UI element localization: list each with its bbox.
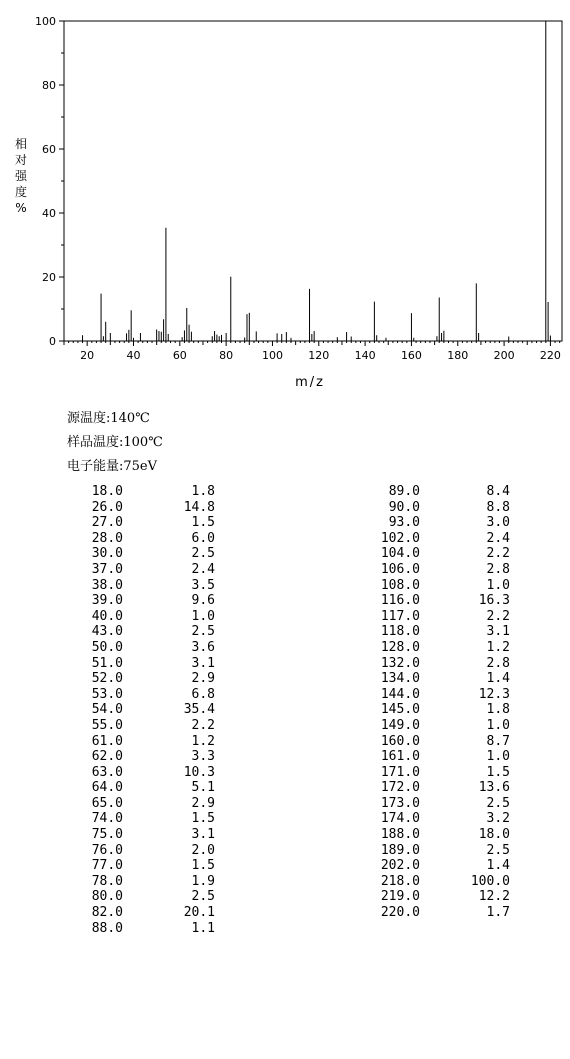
- peak-mz: 28.0: [91, 530, 123, 546]
- peak-abundance: 1.8: [486, 702, 510, 718]
- table-row: [67, 843, 215, 859]
- table-row: [67, 656, 215, 672]
- peak-abundance: 3.6: [191, 639, 215, 655]
- peak-abundance: 3.1: [191, 655, 215, 671]
- peak-mz: 102.0: [380, 530, 420, 546]
- peak-abundance: 12.2: [478, 889, 510, 905]
- peak-abundance: 2.0: [191, 842, 215, 858]
- peak-abundance: 1.0: [486, 749, 510, 765]
- condition-label: 样品温度:: [67, 435, 124, 450]
- peak-mz: 171.0: [380, 764, 420, 780]
- peak-abundance: 2.8: [486, 561, 510, 577]
- peak-mz: 90.0: [388, 499, 420, 515]
- y-axis-label: [15, 136, 28, 215]
- peak-abundance: 3.0: [486, 515, 510, 531]
- table-row: [352, 889, 510, 905]
- table-row: [67, 905, 215, 921]
- table-row: [352, 546, 510, 562]
- peak-mz: 89.0: [388, 484, 420, 499]
- table-row: [352, 671, 510, 687]
- peak-abundance: 8.4: [486, 484, 510, 499]
- peak-mz: 108.0: [380, 577, 420, 593]
- peak-mz: 106.0: [380, 561, 420, 577]
- y-axis-label-char: %: [15, 201, 27, 215]
- peak-mz: 43.0: [91, 624, 123, 640]
- x-tick-label: 100: [261, 349, 283, 362]
- peak-abundance: 1.5: [486, 764, 510, 780]
- table-row: [352, 858, 510, 874]
- peak-mz: 188.0: [380, 827, 420, 843]
- table-row: [352, 578, 510, 594]
- table-row: [352, 702, 510, 718]
- peak-abundance: 2.8: [486, 655, 510, 671]
- table-row: [67, 500, 215, 516]
- peak-abundance: 10.3: [183, 764, 215, 780]
- table-row: [67, 749, 215, 765]
- peak-mz: 63.0: [91, 764, 123, 780]
- condition-electron-energy: [67, 458, 163, 482]
- peak-abundance: 1.8: [191, 484, 215, 499]
- peak-abundance: 1.2: [486, 639, 510, 655]
- peak-mz: 74.0: [91, 811, 123, 827]
- peak-table-right: [352, 484, 510, 921]
- peak-abundance: 6.0: [191, 530, 215, 546]
- table-row: [352, 811, 510, 827]
- peak-abundance: 1.9: [191, 873, 215, 889]
- table-row: [67, 811, 215, 827]
- table-row: [352, 827, 510, 843]
- peak-abundance: 1.4: [486, 671, 510, 687]
- peak-abundance: 2.2: [486, 546, 510, 562]
- peak-mz: 18.0: [91, 484, 123, 499]
- peak-mz: 144.0: [380, 686, 420, 702]
- condition-value: 75eV: [123, 459, 158, 474]
- peak-abundance: 20.1: [183, 905, 215, 921]
- peak-mz: 78.0: [91, 873, 123, 889]
- table-row: [352, 796, 510, 812]
- table-row: [67, 484, 215, 500]
- peak-abundance: 3.1: [486, 624, 510, 640]
- x-axis-label: m/z: [295, 375, 325, 390]
- peak-mz: 145.0: [380, 702, 420, 718]
- peak-mz: 132.0: [380, 655, 420, 671]
- table-row: [352, 843, 510, 859]
- y-tick-label: 20: [42, 271, 56, 284]
- table-row: [67, 780, 215, 796]
- spectrum-peaks: [83, 21, 551, 341]
- peak-mz: 39.0: [91, 593, 123, 609]
- x-tick-label: 120: [308, 349, 330, 362]
- peak-mz: 64.0: [91, 780, 123, 796]
- peak-abundance: 2.5: [486, 842, 510, 858]
- table-row: [67, 687, 215, 703]
- x-tick-label: 140: [354, 349, 376, 362]
- peak-abundance: 2.4: [486, 530, 510, 546]
- x-axis: [64, 341, 561, 362]
- plot-frame: [64, 21, 562, 341]
- peak-mz: 77.0: [91, 858, 123, 874]
- table-row: [67, 562, 215, 578]
- condition-value: 140℃: [110, 411, 150, 426]
- condition-sample-temperature: [67, 434, 163, 458]
- table-row: [352, 905, 510, 921]
- peak-abundance: 5.1: [191, 780, 215, 796]
- peak-mz: 149.0: [380, 717, 420, 733]
- condition-value: 100℃: [123, 435, 163, 450]
- y-tick-label: 80: [42, 79, 56, 92]
- peak-mz: 50.0: [91, 639, 123, 655]
- peak-mz: 75.0: [91, 827, 123, 843]
- table-row: [352, 500, 510, 516]
- peak-mz: 220.0: [380, 905, 420, 921]
- table-row: [352, 734, 510, 750]
- peak-abundance: 100.0: [470, 873, 510, 889]
- peak-abundance: 2.4: [191, 561, 215, 577]
- x-tick-label: 160: [400, 349, 422, 362]
- peak-abundance: 3.3: [191, 749, 215, 765]
- peak-mz: 174.0: [380, 811, 420, 827]
- peak-abundance: 2.9: [191, 671, 215, 687]
- y-axis: [35, 15, 64, 348]
- peak-mz: 202.0: [380, 858, 420, 874]
- peak-mz: 93.0: [388, 515, 420, 531]
- y-axis-label-char: 对: [14, 153, 28, 167]
- peak-abundance: 1.5: [191, 811, 215, 827]
- peak-abundance: 2.9: [191, 795, 215, 811]
- peak-mz: 62.0: [91, 749, 123, 765]
- peak-abundance: 3.1: [191, 827, 215, 843]
- condition-label: 电子能量:: [67, 459, 124, 474]
- peak-mz: 104.0: [380, 546, 420, 562]
- peak-abundance: 2.5: [191, 889, 215, 905]
- peak-abundance: 3.5: [191, 577, 215, 593]
- peak-abundance: 3.2: [486, 811, 510, 827]
- peak-mz: 37.0: [91, 561, 123, 577]
- peak-mz: 118.0: [380, 624, 420, 640]
- peak-mz: 128.0: [380, 639, 420, 655]
- table-row: [352, 687, 510, 703]
- table-row: [67, 796, 215, 812]
- peak-abundance: 6.8: [191, 686, 215, 702]
- table-row: [67, 671, 215, 687]
- table-row: [352, 515, 510, 531]
- peak-mz: 30.0: [91, 546, 123, 562]
- peak-abundance: 2.5: [486, 795, 510, 811]
- peak-mz: 65.0: [91, 795, 123, 811]
- table-row: [67, 640, 215, 656]
- peak-mz: 38.0: [91, 577, 123, 593]
- table-row: [67, 609, 215, 625]
- peak-abundance: 9.6: [191, 593, 215, 609]
- y-tick-label: 0: [49, 335, 56, 348]
- table-row: [352, 640, 510, 656]
- peak-mz: 26.0: [91, 499, 123, 515]
- peak-abundance: 1.2: [191, 733, 215, 749]
- peak-abundance: 1.0: [191, 608, 215, 624]
- y-axis-label-char: 强: [14, 169, 28, 183]
- peak-abundance: 1.7: [486, 905, 510, 921]
- peak-abundance: 1.0: [486, 577, 510, 593]
- y-tick-label: 60: [42, 143, 56, 156]
- peak-mz: 40.0: [91, 608, 123, 624]
- peak-abundance: 8.8: [486, 499, 510, 515]
- x-tick-label: 40: [126, 349, 141, 362]
- peak-mz: 161.0: [380, 749, 420, 765]
- peak-mz: 172.0: [380, 780, 420, 796]
- table-row: [352, 624, 510, 640]
- table-row: [352, 874, 510, 890]
- table-row: [352, 562, 510, 578]
- peak-mz: 27.0: [91, 515, 123, 531]
- peak-mz: 54.0: [91, 702, 123, 718]
- y-axis-label-char: 度: [14, 185, 28, 199]
- table-row: [67, 827, 215, 843]
- x-tick-label: 220: [539, 349, 561, 362]
- table-row: [352, 749, 510, 765]
- peak-abundance: 1.4: [486, 858, 510, 874]
- x-tick-label: 180: [447, 349, 469, 362]
- table-row: [67, 889, 215, 905]
- table-row: [67, 734, 215, 750]
- y-axis-label-char: 相: [14, 137, 28, 151]
- peak-mz: 76.0: [91, 842, 123, 858]
- peak-mz: 219.0: [380, 889, 420, 905]
- peak-mz: 53.0: [91, 686, 123, 702]
- peak-abundance: 16.3: [478, 593, 510, 609]
- x-tick-label: 80: [219, 349, 234, 362]
- table-row: [352, 765, 510, 781]
- mass-spectrum-chart: [0, 0, 570, 400]
- table-row: [67, 874, 215, 890]
- peak-abundance: 18.0: [478, 827, 510, 843]
- peak-mz: 51.0: [91, 655, 123, 671]
- peak-mz: 134.0: [380, 671, 420, 687]
- peak-abundance: 1.5: [191, 515, 215, 531]
- peak-abundance: 13.6: [478, 780, 510, 796]
- peak-abundance: 2.2: [191, 717, 215, 733]
- table-row: [352, 656, 510, 672]
- peak-abundance: 8.7: [486, 733, 510, 749]
- plot-border: [64, 21, 562, 341]
- peak-mz: 80.0: [91, 889, 123, 905]
- table-row: [67, 702, 215, 718]
- x-tick-label: 200: [493, 349, 515, 362]
- table-row: [352, 609, 510, 625]
- table-row: [67, 531, 215, 547]
- peak-mz: 55.0: [91, 717, 123, 733]
- x-tick-label: 20: [80, 349, 95, 362]
- condition-label: 源温度:: [67, 411, 111, 426]
- table-row: [352, 718, 510, 734]
- peak-abundance: 12.3: [478, 686, 510, 702]
- y-tick-label: 40: [42, 207, 56, 220]
- condition-source-temperature: [67, 410, 163, 434]
- peak-mz: 189.0: [380, 842, 420, 858]
- peak-abundance: 2.5: [191, 624, 215, 640]
- acquisition-conditions: [67, 410, 163, 482]
- peak-table-left: [67, 484, 215, 936]
- peak-mz: 88.0: [91, 920, 123, 936]
- peak-abundance: 2.5: [191, 546, 215, 562]
- peak-mz: 218.0: [380, 873, 420, 889]
- table-row: [67, 858, 215, 874]
- peak-mz: 61.0: [91, 733, 123, 749]
- table-row: [67, 624, 215, 640]
- peak-abundance: 2.2: [486, 608, 510, 624]
- peak-mz: 117.0: [380, 608, 420, 624]
- peak-abundance: 1.0: [486, 717, 510, 733]
- peak-mz: 116.0: [380, 593, 420, 609]
- table-row: [67, 515, 215, 531]
- peak-mz: 52.0: [91, 671, 123, 687]
- x-tick-label: 60: [172, 349, 187, 362]
- peak-abundance: 35.4: [183, 702, 215, 718]
- peak-mz: 82.0: [91, 905, 123, 921]
- table-row: [67, 765, 215, 781]
- peak-mz: 173.0: [380, 795, 420, 811]
- peak-abundance: 1.5: [191, 858, 215, 874]
- table-row: [67, 921, 215, 937]
- peak-abundance: 14.8: [183, 499, 215, 515]
- table-row: [352, 531, 510, 547]
- table-row: [67, 593, 215, 609]
- table-row: [352, 780, 510, 796]
- table-row: [67, 546, 215, 562]
- y-tick-label: 100: [35, 15, 56, 28]
- peak-mz: 160.0: [380, 733, 420, 749]
- table-row: [352, 593, 510, 609]
- table-row: [67, 718, 215, 734]
- table-row: [352, 484, 510, 500]
- table-row: [67, 578, 215, 594]
- peak-abundance: 1.1: [191, 920, 215, 936]
